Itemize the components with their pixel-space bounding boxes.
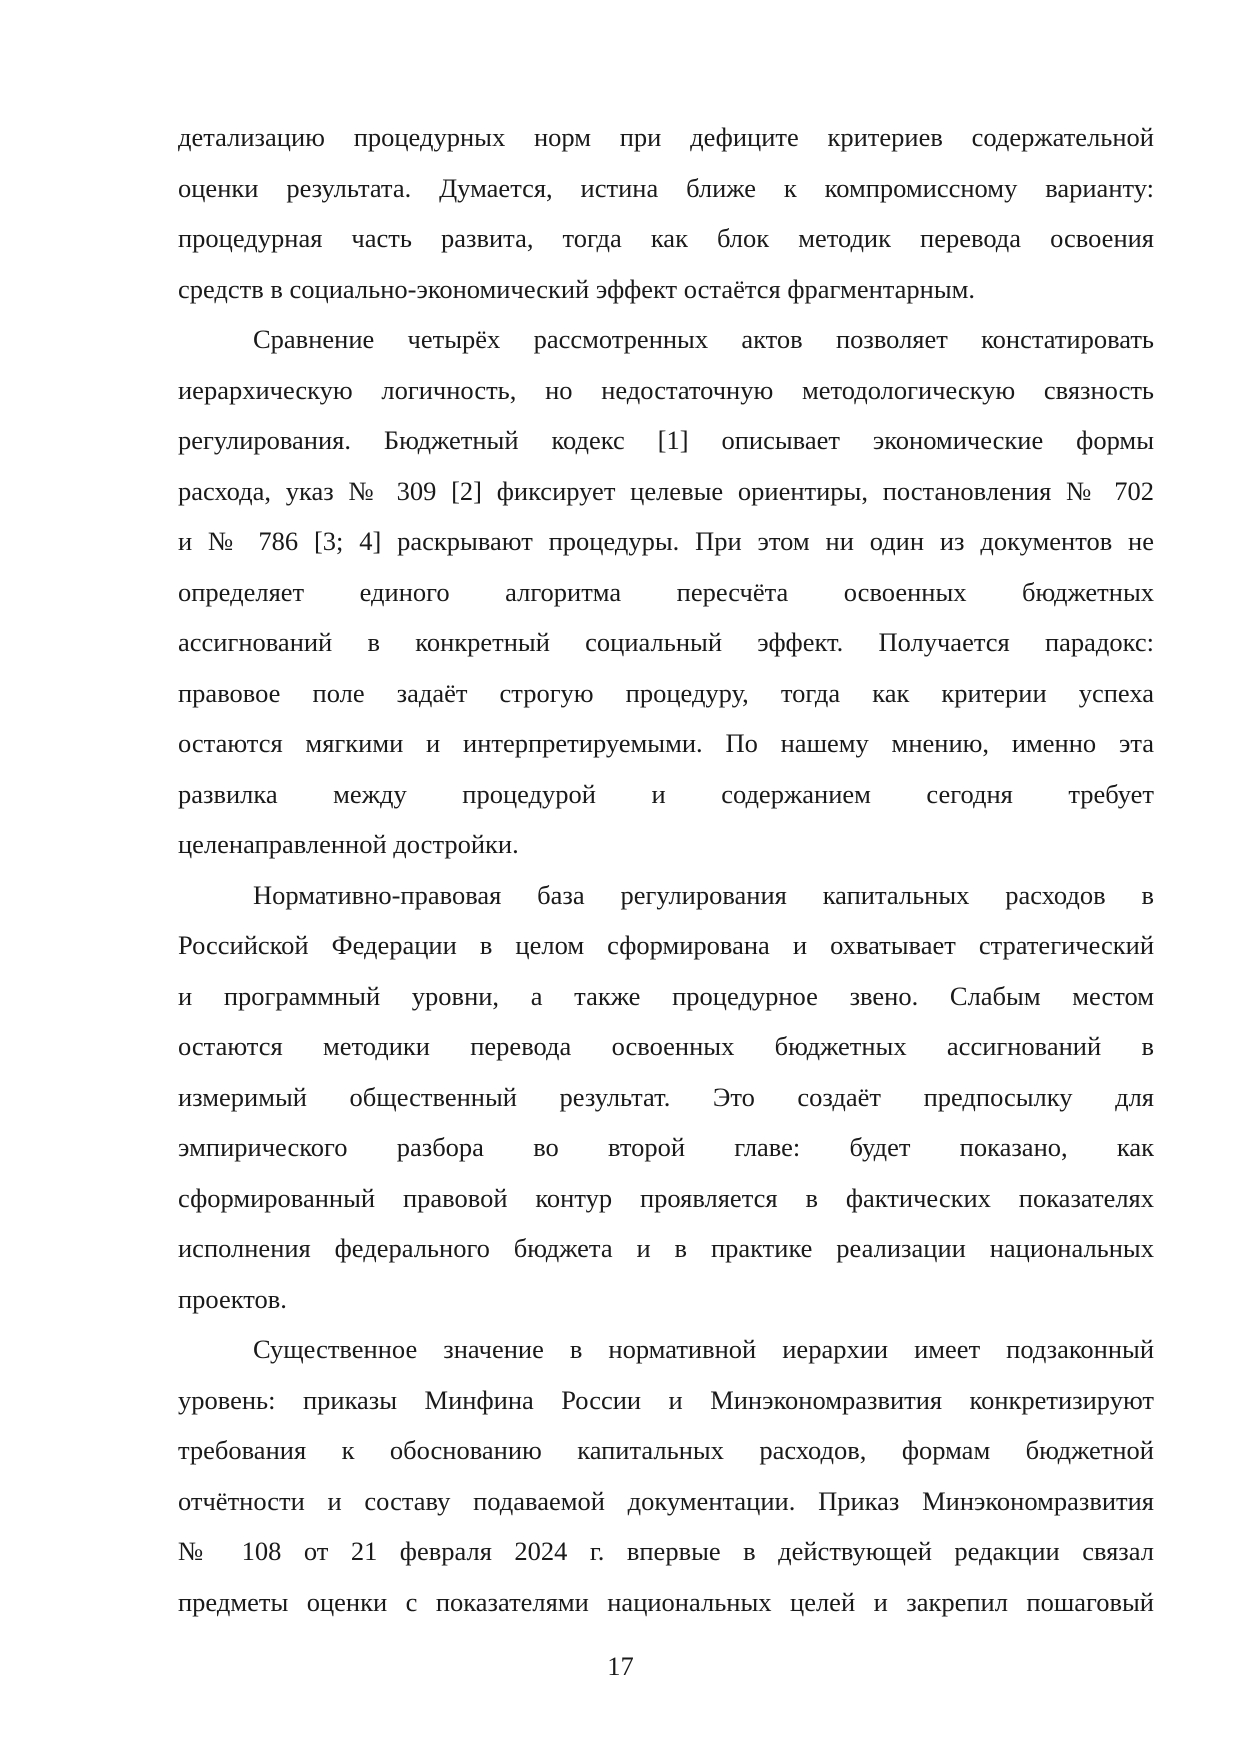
text-line: целенаправленной достройки. <box>178 829 519 859</box>
page-number: 17 <box>607 1651 634 1681</box>
text-line: и № 786 [3; 4] раскрывают процедуры. При этом ни один из документов не <box>178 526 1154 556</box>
paragraph-4 <box>178 1324 1154 1627</box>
paragraph-1 <box>178 112 1154 314</box>
body-text <box>178 112 1154 1627</box>
text-line: измеримый общественный результат. Это создаёт предпосылку для <box>178 1081 1154 1112</box>
text-line: определяет единого алгоритма пересчёта освоенных бюджетных <box>178 576 1154 607</box>
text-line: предметы оценки с показателями национальных целей и закрепил пошаговый <box>178 1586 1154 1617</box>
text-line: развилка между процедурой и содержанием сегодня требует <box>178 778 1154 809</box>
text-line: остаются мягкими и интерпретируемыми. По нашему мнению, именно эта <box>178 728 1154 758</box>
text-line: Сравнение четырёх рассмотренных актов позволяет констатировать <box>253 324 1154 354</box>
text-line: процедурная часть развита, тогда как блок методик перевода освоения <box>178 223 1154 253</box>
text-line: регулирования. Бюджетный кодекс [1] описывает экономические формы <box>178 425 1154 455</box>
text-line: сформированный правовой контур проявляется в фактических показателях <box>178 1182 1154 1213</box>
text-line: Российской Федерации в целом сформирована и охватывает стратегический <box>178 930 1154 960</box>
text-line: детализацию процедурных норм при дефиците критериев содержательной <box>178 122 1154 152</box>
text-line: исполнения федерального бюджета и в практике реализации национальных <box>178 1233 1154 1263</box>
text-line: требования к обоснованию капитальных расходов, формам бюджетной <box>178 1435 1154 1465</box>
paragraph-2 <box>178 314 1154 870</box>
text-line: уровень: приказы Минфина России и Минэкономразвития конкретизируют <box>178 1384 1154 1415</box>
text-line: ассигнований в конкретный социальный эффект. Получается парадокс: <box>178 627 1154 657</box>
text-line: Нормативно-правовая база регулирования капитальных расходов в <box>253 879 1154 910</box>
text-line: правовое поле задаёт строгую процедуру, тогда как критерии успеха <box>178 677 1154 708</box>
paragraph-3 <box>178 870 1154 1325</box>
text-line: Существенное значение в нормативной иерархии имеет подзаконный <box>253 1334 1154 1364</box>
text-line: № 108 от 21 февраля 2024 г. впервые в действующей редакции связал <box>178 1536 1154 1566</box>
text-line: оценки результата. Думается, истина ближе к компромиссному варианту: <box>178 172 1154 203</box>
text-line: проектов. <box>178 1283 287 1314</box>
text-line: средств в социально-экономический эффект остаётся фрагментарным. <box>178 273 976 304</box>
text-line: эмпирического разбора во второй главе: будет показано, как <box>178 1132 1154 1162</box>
text-line: расхода, указ № 309 [2] фиксирует целевые ориентиры, постановления № 702 <box>178 475 1154 506</box>
text-line: отчётности и составу подаваемой документации. Приказ Минэкономразвития <box>178 1485 1154 1516</box>
text-line: иерархическую логичность, но недостаточную методологическую связность <box>178 374 1154 405</box>
text-line: остаются методики перевода освоенных бюджетных ассигнований в <box>178 1031 1154 1061</box>
text-line: и программный уровни, а также процедурное звено. Слабым местом <box>178 980 1154 1011</box>
